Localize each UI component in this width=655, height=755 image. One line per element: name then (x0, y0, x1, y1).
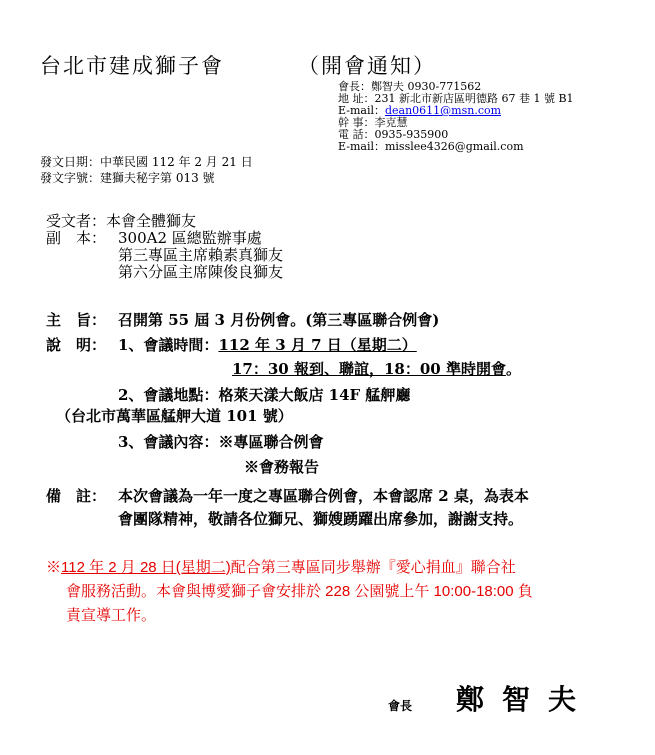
org-title: 台北市建成獅子會 (40, 54, 224, 78)
meeting-time-period: 。 (505, 360, 521, 378)
phone: 電 話：0935-935900 (338, 128, 449, 141)
email-line-2: E-mail：misslee4326@gmail.com (338, 140, 524, 153)
issue-date: 發文日期：中華民國 112 年 2 月 21 日 (40, 155, 253, 169)
notice-line-1 (46, 556, 516, 577)
venue-address: （台北市萬華區艋舺大道 101 號） (56, 407, 293, 425)
cc-3: 第六分區主席陳俊良獅友 (118, 263, 284, 281)
item-1 (118, 334, 417, 355)
cc-2: 第三專區主席賴素真獅友 (118, 246, 284, 264)
address: 地 址：231 新北市新店區明德路 67 巷 1 號 B1 (338, 92, 574, 105)
meeting-time-line (232, 358, 521, 379)
signature-title: 會長 (388, 699, 413, 713)
cc-label: 副 本： (46, 229, 107, 247)
notice-label: （開會通知） (298, 54, 436, 78)
item-2: 2、會議地點：格萊天漾大飯店 14F 艋舺廳 (118, 386, 411, 404)
item-3: 3、會議內容：※專區聯合例會 (118, 433, 324, 451)
subject-text: 召開第 55 屆 3 月份例會。(第三專區聯合例會) (118, 311, 440, 329)
meeting-time: 17：30 報到、聯誼，18：00 準時開會 (232, 360, 506, 378)
remark-line-2: 會團隊精神，敬請各位獅兄、獅嫂踴躍出席參加，謝謝支持。 (118, 510, 524, 528)
recipient-to: 受文者：本會全體獅友 (46, 212, 197, 230)
remark-line-1: 本次會議為一年一度之專區聯合例會，本會認席 2 桌，為表本 (118, 487, 529, 505)
item-3b: ※會務報告 (244, 458, 320, 476)
item-1-label: 1、會議時間： (118, 336, 219, 354)
notice-line-3: 責宣導工作。 (66, 607, 157, 624)
remark-label: 備 註： (46, 487, 107, 505)
secretary: 幹 事：李克慧 (338, 116, 408, 129)
email-label: E-mail： (338, 104, 385, 117)
subject-label: 主 旨： (46, 311, 107, 329)
president-contact: 會長：鄭智夫 0930-771562 (338, 80, 482, 93)
email-link[interactable]: dean0611@msn.com (384, 104, 502, 117)
notice-line-1-rest: 配合第三專區同步舉辦『愛心捐血』聯合社 (230, 559, 516, 576)
notice-mark: ※ (46, 559, 62, 576)
signature-name: 鄭智夫 (456, 683, 595, 716)
notice-line-2: 會服務活動。本會與博愛獅子會安排於 228 公園號上午 10:00-18:00 負 (66, 583, 533, 600)
notice-date: 112 年 2 月 28 日(星期二) (61, 559, 231, 576)
issue-number: 發文字號：建獅夫秘字第 013 號 (40, 171, 215, 185)
explanation-label: 說 明： (46, 336, 107, 354)
meeting-date: 112 年 3 月 7 日（星期二） (218, 336, 417, 354)
cc-1: 300A2 區總監辦事處 (118, 229, 262, 247)
